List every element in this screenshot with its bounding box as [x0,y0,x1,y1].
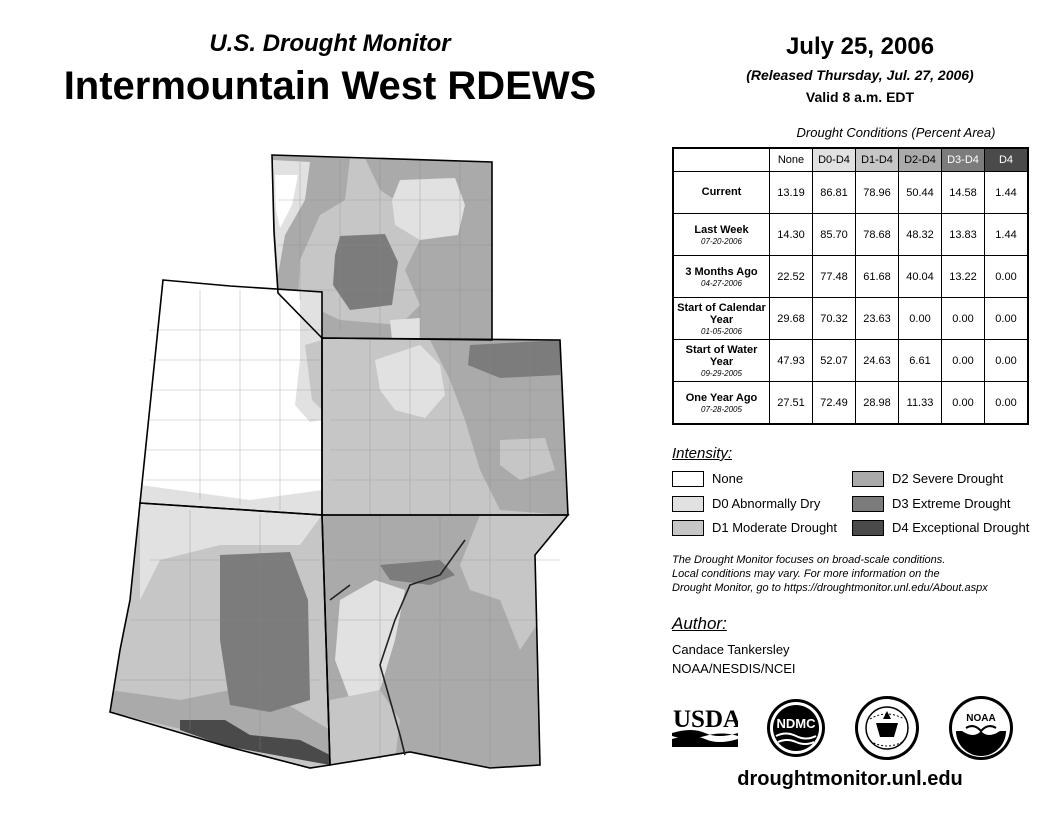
row-label: Start of Water Year [685,343,758,368]
table-cell: 50.44 [899,172,942,214]
legend-swatch [852,471,884,487]
table-cell: 40.04 [899,256,942,298]
drought-map [0,150,660,790]
table-cell: 14.30 [770,214,813,256]
table-cell: 29.68 [770,298,813,340]
table-cell: 13.22 [942,256,985,298]
legend-label: D0 Abnormally Dry [712,496,821,511]
table-cell: 22.52 [770,256,813,298]
legend-swatch [672,471,704,487]
row-header [673,172,770,214]
ndmc-logo [766,698,826,758]
table-cell: 0.00 [985,256,1029,298]
table-row [673,172,1028,214]
legend-swatch [852,520,884,536]
col-header-d4: D4 [985,148,1029,172]
note-line: Local conditions may vary. For more information on the [672,568,940,580]
legend-swatch [672,520,704,536]
table-row [673,214,1028,256]
ndmc-logo-text: NDMC [776,716,816,731]
row-header [673,382,770,425]
table-cell: 77.48 [813,256,856,298]
table-cell: 0.00 [985,382,1029,425]
department-of-commerce-seal-icon [854,695,920,761]
row-label: 3 Months Ago [685,265,758,278]
row-date: 07-28-2005 [701,404,742,414]
commerce-seal [854,695,920,761]
table-cell: 27.51 [770,382,813,425]
author-name: Candace Tankersley [672,642,790,657]
usda-logo [672,703,738,749]
table-cell: 78.68 [856,214,899,256]
table-cell: 72.49 [813,382,856,425]
legend-swatch [852,496,884,512]
row-header [673,298,770,340]
table-cell: 23.63 [856,298,899,340]
row-date: 04-27-2006 [701,278,742,288]
table-cell: 0.00 [985,340,1029,382]
row-date: 09-29-2005 [701,368,742,378]
noaa-logo-text: NOAA [966,713,996,724]
disclaimer-note [672,553,1042,595]
col-header-none: None [770,148,813,172]
map-date: July 25, 2006 [785,33,935,60]
author-organization: NOAA/NESDIS/NCEI [672,661,796,676]
legend-label: None [712,471,744,486]
table-cell: 47.93 [770,340,813,382]
row-label: Last Week [694,223,749,236]
table-cell: 52.07 [813,340,856,382]
noaa-logo [948,695,1014,761]
legend-label: D1 Moderate Drought [712,520,838,535]
wyoming-d3-area [333,234,398,310]
table-cell: 0.00 [942,298,985,340]
col-header-d2-d4: D2-D4 [899,148,942,172]
row-header [673,340,770,382]
table-cell: 0.00 [899,298,942,340]
table-cell: 70.32 [813,298,856,340]
wyoming-d0-patch [390,318,420,340]
legend-label: D3 Extreme Drought [892,496,1011,511]
valid-time: Valid 8 a.m. EDT [805,89,915,105]
usda-logo-text: USDA [673,706,738,733]
legend-swatch [672,496,704,512]
table-cell: 85.70 [813,214,856,256]
legend-label: D4 Exceptional Drought [892,520,1030,535]
table-cell: 14.58 [942,172,985,214]
table-cell: 1.44 [985,172,1029,214]
note-line: The Drought Monitor focuses on broad-scale conditions. [672,554,946,566]
table-row [673,340,1028,382]
drought-conditions-table [672,147,1029,425]
table-cell: 61.68 [856,256,899,298]
state-new-mexico [320,510,570,775]
table-cell: 48.32 [899,214,942,256]
release-date: (Released Thursday, Jul. 27, 2006) [746,67,974,83]
col-header-d1-d4: D1-D4 [856,148,899,172]
table-cell: 13.19 [770,172,813,214]
col-header-d0-d4: D0-D4 [813,148,856,172]
table-cell: 86.81 [813,172,856,214]
table-cell: 24.63 [856,340,899,382]
row-date: 01-05-2006 [701,326,742,336]
table-cell: 0.00 [985,298,1029,340]
table-cell: 1.44 [985,214,1029,256]
note-line: Drought Monitor, go to https://droughtmonitor.unl.edu/About.aspx [672,582,988,594]
usda-logo-icon [672,703,738,749]
legend-title: Intensity: [672,445,733,462]
ndmc-logo-icon [766,698,826,758]
table-cell: 0.00 [942,340,985,382]
row-header [673,214,770,256]
website-url: droughtmonitor.unl.edu [737,768,963,790]
table-caption: Drought Conditions (Percent Area) [796,125,996,140]
table-cell: 28.98 [856,382,899,425]
legend-label: D2 Severe Drought [892,471,1004,486]
row-label: Start of Calendar Year [677,301,766,326]
table-cell: 11.33 [899,382,942,425]
arizona-d3-area [220,552,310,712]
author-label: Author: [672,614,727,633]
table-row [673,298,1028,340]
col-header-d3-d4: D3-D4 [942,148,985,172]
row-label: Current [701,186,742,198]
row-header [673,256,770,298]
map-title: Intermountain West RDEWS [63,64,597,108]
state-colorado [320,335,570,520]
table-cell: 78.96 [856,172,899,214]
table-cell: 6.61 [899,340,942,382]
table-cell: 13.83 [942,214,985,256]
noaa-logo-icon [948,695,1014,761]
table-row [673,382,1028,425]
row-label: One Year Ago [685,391,758,404]
table-row [673,256,1028,298]
table-cell: 0.00 [942,382,985,425]
map-subtitle: U.S. Drought Monitor [209,30,451,57]
table-body [673,172,1028,425]
row-date: 07-20-2006 [701,236,742,246]
table-corner [673,148,770,172]
